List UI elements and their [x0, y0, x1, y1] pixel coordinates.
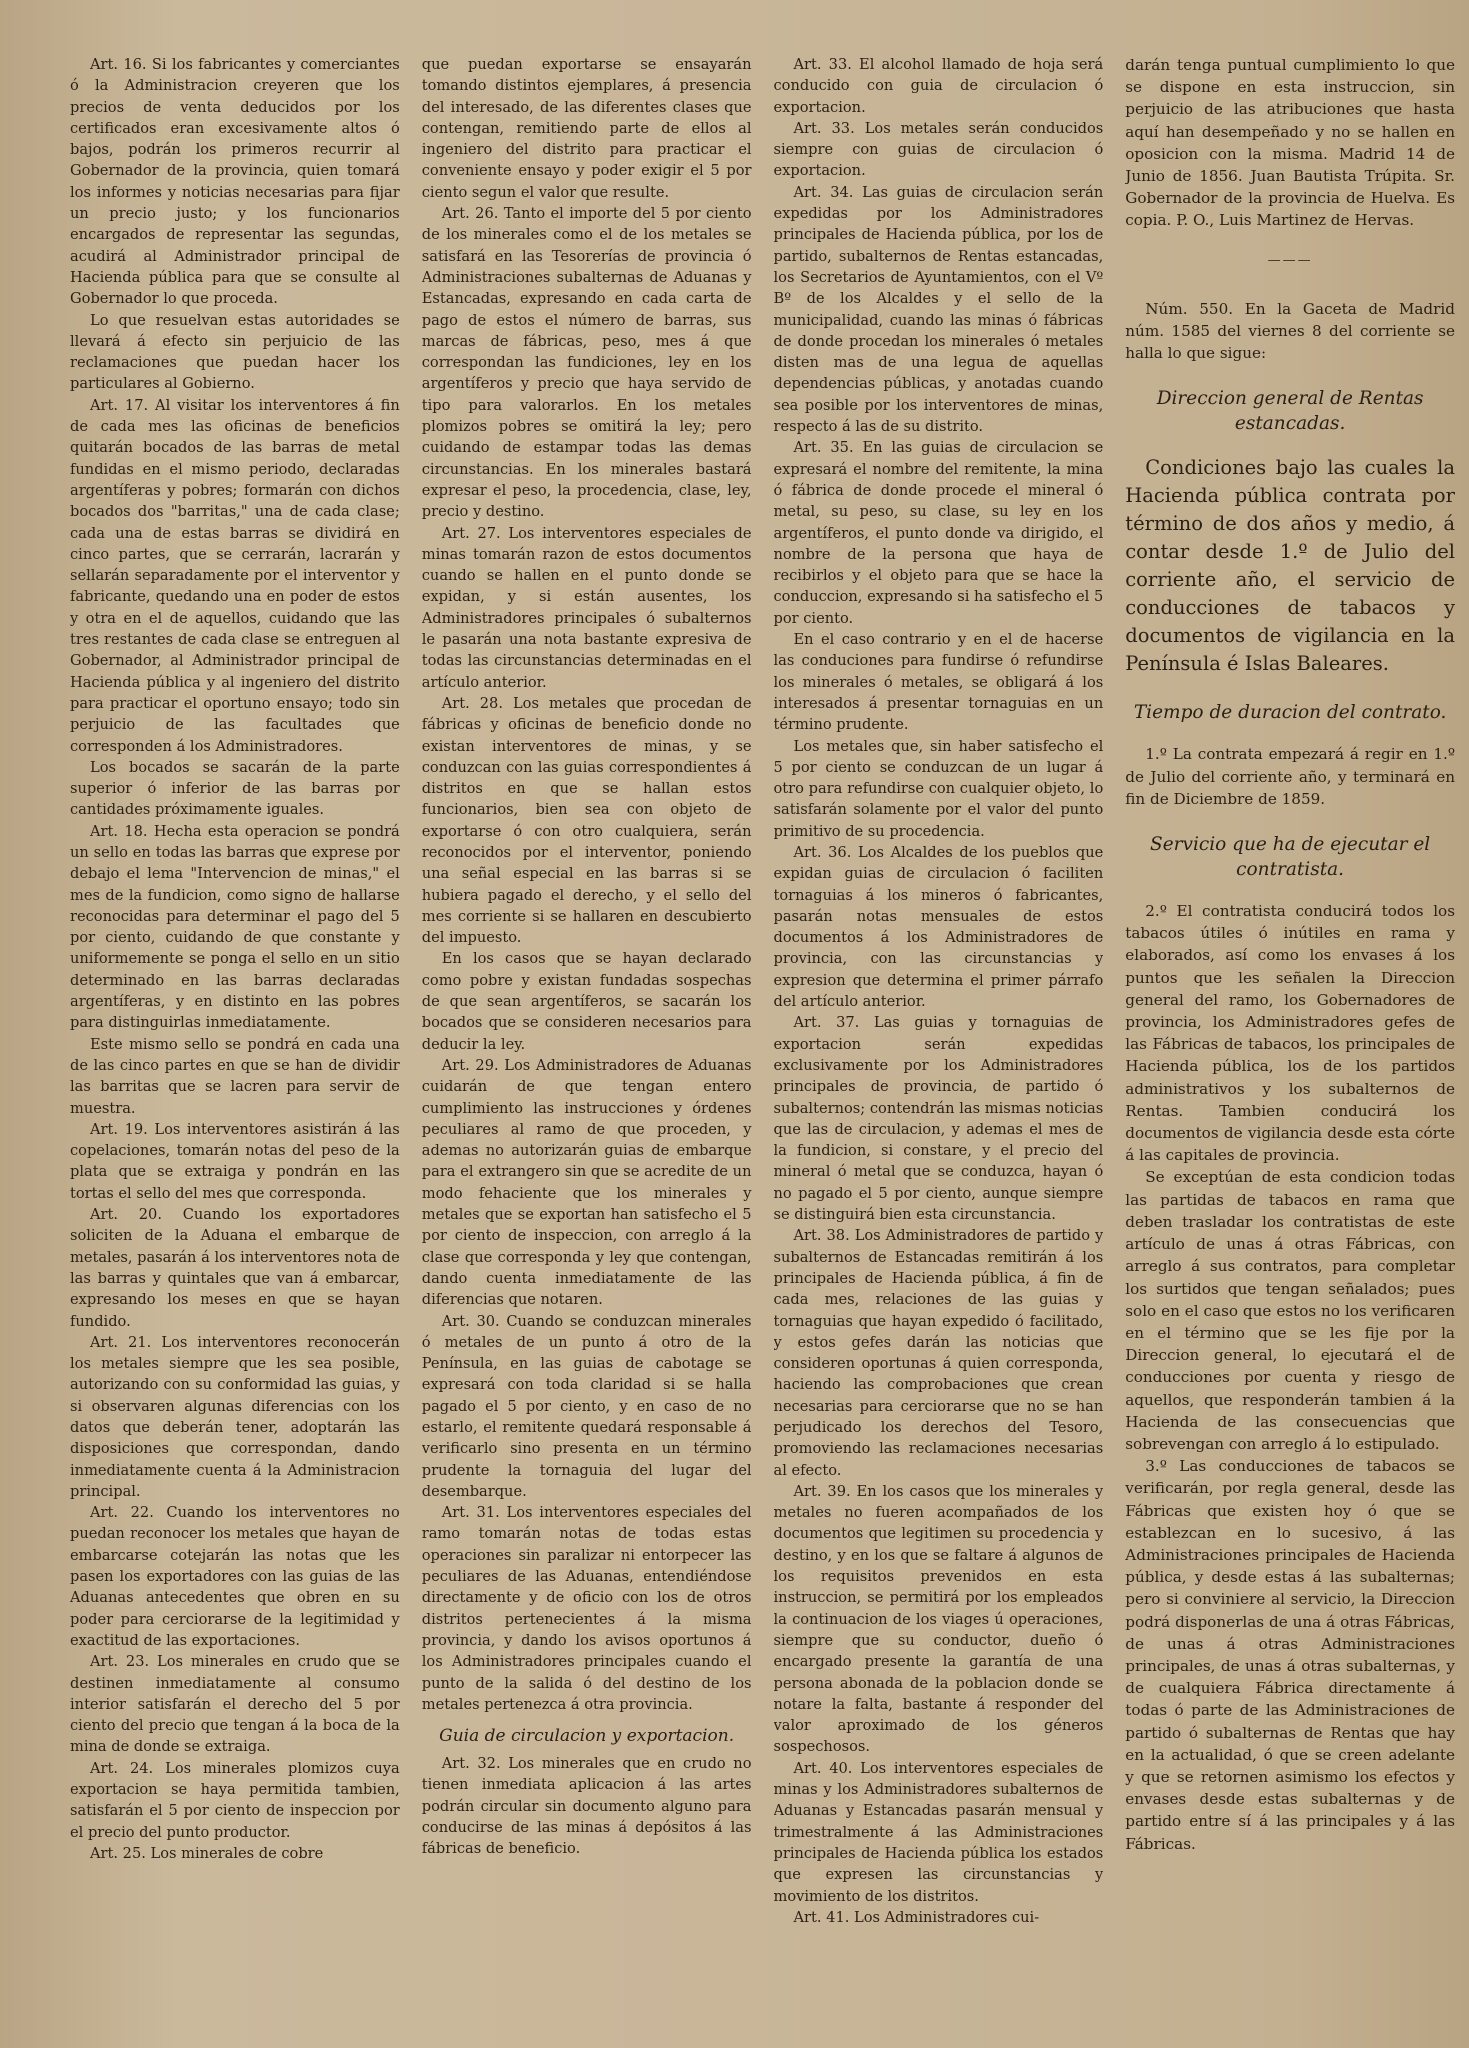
paragraph: Art. 18. Hecha esta operacion se pondrá un sello en todas las barras que exprese por debajo el lema "Intervencion de minas," el mes de la fundicion, como signo de hallarse reconocidas para determinar el pago del 5 por ciento, cuidando de que constante y uniformemente se ponga el sello en un sitio determinado en las barras declaradas argentíferas, y en distinto en las pobres para distinguirlas inmediatamente. [70, 822, 400, 1032]
paragraph: Art. 17. Al visitar los interventores á fin de cada mes las oficinas de beneficios quitarán bocados de las barras de metal fundidas en el mismo periodo, declaradas argentíferas y pobres; formarán con dichos bocados dos "barritas," una de cada clase; cada una de estas barras se dividirá en cinco partes, que se cerrarán, lacrarán y sellarán separadamente por el interventor y fabricante, quedando una en poder de estos y otra en el de aquellos, cuidando que las tres restantes de cada clase se entreguen al Gobernador, al Administrador principal de Hacienda pública y al ingeniero del distrito para practicar el oportuno ensayo; todo sin perjuicio de las facultades que corresponden á los Administradores. [70, 396, 400, 755]
paragraph: 3.º Las conducciones de tabacos se verificarán, por regla general, desde las Fábricas que existen hoy ó que se establezcan en lo sucesivo, á las Administraciones principales de Hacienda pública, y desde estas á las subalternas; pero si conviniere al servicio, la Direccion podrá disponerlas de una á otras Fábricas, de unas á otras Administraciones principales, de unas á otras subalternas, y de cualquiera Fábrica directamente á todas ó parte de las Administraciones de partido ó subalternas de Rentas que hay en la actualidad, ó que se creen adelante y que se retornen asimismo los efectos y envases desde estas subalternas y de partido entre sí á las principales y á las Fábricas. [1125, 1457, 1455, 1853]
paragraph: Art. 22. Cuando los interventores no puedan reconocer los metales que hayan de embarcarse cotejarán las notas que les pasen los exportadores con las guias de las Aduanas antecedentes que obren en su poder para cerciorarse de la legitimidad y exactitud de las exportaciones. [70, 1504, 400, 1649]
paragraph: Art. 26. Tanto el importe del 5 por ciento de los minerales como el de los metales se satisfará en las Tesorerías de provincia ó Administraciones subalternas de Aduanas y Estancadas, expresando en cada carta de pago de estos el número de barras, sus marcas de fábricas, peso, mes á que correspondan las fundiciones, ley en los argentíferos y precio que haya servido de tipo para valorarlos. En los metales plomizos pobres se omitirá la ley; pero cuidando de estampar todas las demas circunstancias. En los minerales bastará expresar el peso, la procedencia, clase, ley, precio y destino. [421, 205, 752, 521]
paragraph: Art. 32. Los minerales que en crudo no tienen inmediata aplicacion á las artes podrán circular sin documento alguno para conducirse de las minas á depósitos á las fábricas de beneficio. [421, 1755, 752, 1858]
paragraph: Art. 31. Los interventores especiales del ramo tomarán notas de todas estas operaciones sin paralizar ni entorpecer las peculiares de las Aduanas, entendiéndose directamente y de oficio con los de otros distritos pertenecientes á la misma provincia, y dando los avisos oportunos á los Administradores principales cuando el punto de la salida ó del destino de los metales pertenezca á otra provincia. [421, 1504, 752, 1713]
column-2-articles-a [422, 54, 752, 1715]
text-columns [70, 54, 1455, 2048]
paragraph: Art. 25. Los minerales de cobre [90, 1844, 324, 1862]
paragraph: Art. 40. Los interventores especiales de minas y los Administradores subalternos de Aduanas y Estancadas pasarán mensual y trimestralmente á las Administraciones principales de Hacienda pública los estados que expresen las circunstancias y movimiento de los distritos. [773, 1759, 1104, 1905]
paragraph: Art. 19. Los interventores asistirán á las copelaciones, tomarán notas del peso de la plata que se extraiga y pondrán en las tortas el sello del mes que corresponda. [70, 1120, 400, 1202]
paragraph: Art. 41. Los Administradores cui- [793, 1908, 1040, 1926]
paragraph: Art. 30. Cuando se conduzcan minerales ó metales de un punto á otro de la Península, en las guias de cabotage se expresará con toda claridad si se halla pagado el 5 por ciento, y en caso de no estarlo, el remitente quedará responsable á verificarlo sino presenta en un término prudente la tornaguia del lugar del desembarque. [421, 1312, 752, 1500]
paragraph: Los bocados se sacarán de la parte superior ó inferior de las barras por cantidades próximamente iguales. [70, 758, 400, 819]
paragraph: Art. 38. Los Administradores de partido y subalternos de Estancadas remitirán á los principales de Hacienda pública, á fin de cada mes, relaciones de las guias y tornaguias que hayan expedido ó facilitado, y estos gefes darán las noticias que consideren oportunas á quien corresponda, haciendo las comprobaciones que crean necesarias para cerciorarse que no se han perjudicado los derechos del Tesoro, promoviendo las reclamaciones necesarias al efecto. [773, 1227, 1104, 1479]
separator-rule: ——— [1267, 252, 1313, 268]
section-heading-guia: Guia de circulacion y exportacion. [439, 1726, 735, 1747]
paragraph: Art. 39. En los casos que los minerales y metales no fueren acompañados de los documentos que legitimen su procedencia y destino, y en los que se faltare á algunos de los requisitos prevenidos en esta instruccion, se permitirá por los empleados la continuacion de los viages ú operaciones, siempre que su conductor, dueño ó encargado presente la garantía de una persona abonada de la poblacion donde se notare la falta, bastante á responder del valor aproximado de los géneros sospechosos. [773, 1482, 1104, 1756]
paragraph: Art. 21. Los interventores reconocerán los metales siempre que les sea posible, autorizando con su conformidad las guias, y si observaren algunas diferencias con los datos que deberán tener, adoptarán las disposiciones que correspondan, dando inmediatamente cuenta á la Administracion principal. [70, 1333, 400, 1500]
paragraph: Art. 37. Las guias y tornaguias de exportacion serán expedidas exclusivamente por los Administradores principales de provincia, de partido ó subalternos; contendrán las mismas noticias que las de circulacion, y ademas el mes de la fundicion, si constare, y el precio del mineral ó metal que se conduzca, hayan ó no pagado el 5 por ciento, aunque siempre se distinguirá bien esta circunstancia. [773, 1014, 1104, 1224]
closing-paragraph: darán tenga puntual cumplimiento lo que se dispone en esta instruccion, sin perjuicio de las atribuciones que hasta aquí han desempeñado y no se hallen en oposicion con la misma. Madrid 14 de Junio de 1856. Juan Bautista Trúpita. Sr. Gobernador de la provincia de Huelva. Es copia. P. O., Luis Martinez de Hervas. [1125, 56, 1455, 230]
paragraph: Art. 28. Los metales que procedan de fábricas y oficinas de beneficio donde no existan interventores de minas, y se conduzcan con las guias correspondientes á distritos en que se hallan estos funcionarios, bien sea con objeto de exportarse ó con otro cualquiera, serán reconocidos por el interventor, poniendo una señal especial en las barras si se hubiera pagado el derecho, y el sello del mes corriente si se hallaren en descubierto del impuesto. [421, 694, 752, 947]
column-2 [422, 54, 752, 2048]
paragraph: Art. 36. Los Alcaldes de los pueblos que expidan guias de circulacion ó faciliten tornaguias á los mineros ó fabricantes, pasarán notas mensuales de estos documentos á los Administradores de provincia, con las circunstancias y expresion que determina el primer párrafo del artículo anterior. [773, 843, 1104, 1011]
paragraph: 2.º El contratista conducirá todos los tabacos útiles ó inútiles en rama y elaborados, así como los envases á los puntos que les señalen la Direccion general del ramo, los Gobernadores de provincia, los Administradores gefes de las Fábricas de tabacos, los principales de Hacienda pública, los de los partidos administrativos y los subalternos de Rentas. Tambien conducirá los documentos de vigilancia desde esta córte á las capitales de provincia. [1125, 902, 1455, 1165]
column-4 [1125, 54, 1455, 2048]
paragraph: Art. 33. Los metales serán conducidos siempre con guias de circulacion ó exportacion. [773, 119, 1104, 180]
paragraph: Art. 23. Los minerales en crudo que se destinen inmediatamente al consumo interior satisfarán el derecho del 5 por ciento del precio que tengan á la boca de la mina de donde se extraiga. [70, 1653, 400, 1756]
gazette-notice: Núm. 550. En la Gaceta de Madrid núm. 1585 del viernes 8 del corriente se halla lo que sigue: [1125, 299, 1455, 363]
column-1 [70, 54, 400, 2048]
paragraph: Art. 20. Cuando los exportadores soliciten de la Aduana el embarque de metales, pasarán á los interventores nota de las barras y quintales que van á embarcar, expresando los meses en que se hayan fundido. [70, 1206, 400, 1330]
paragraph: que puedan exportarse se ensayarán tomando distintos ejemplares, á presencia del interesado, de las diferentes clases que contengan, remitiendo parte de ellos al ingeniero del distrito para practicar el conveniente ensayo y poder exigir el 5 por ciento segun el valor que resulte. [421, 56, 752, 201]
column-3 [774, 54, 1104, 2048]
heading-direccion: Direccion general de Rentas estancadas. [1156, 388, 1424, 435]
heading-tiempo: Tiempo de duracion del contrato. [1133, 702, 1447, 724]
condition-1: 1.º La contrata empezará á regir en 1.º de Julio del corriente año, y terminará en fin de Diciembre de 1859. [1125, 745, 1455, 808]
conditions-rest [1125, 900, 1455, 1855]
paragraph: Art. 33. El alcohol llamado de hoja será conducido con guia de circulacion ó exportacion. [773, 56, 1104, 116]
paragraph: Art. 27. Los interventores especiales de minas tomarán razon de estos documentos cuando se hallen en el punto donde se expidan, y si están ausentes, los Administradores principales ó subalternos le pasarán una nota bastante expresiva de todas las circunstancias determinadas en el artículo anterior. [421, 524, 752, 691]
paragraph: Los metales que, sin haber satisfecho el 5 por ciento se conduzcan de un lugar á otro para refundirse con cualquier objeto, lo satisfarán solamente por el valor del punto primitivo de su procedencia. [773, 737, 1104, 840]
paragraph: Art. 29. Los Administradores de Aduanas cuidarán de que tengan entero cumplimiento las instrucciones y órdenes peculiares al ramo de que proceden, y ademas no autorizarán guias de embarque para el extrangero sin que se acredite de un modo fehaciente que los minerales y metales que se exportan han satisfecho el 5 por ciento de inspeccion, con arreglo á la clase que corresponda y ley que contengan, dando cuenta inmediatamente de las diferencias que notaren. [421, 1056, 752, 1309]
paragraph: Art. 34. Las guias de circulacion serán expedidas por los Administradores principales de Hacienda pública, por los de partido, subalternos de Rentas estancadas, los Secretarios de Ayuntamientos, con el Vº Bº de los Alcaldes y el sello de la municipalidad, cuando las minas ó fábricas de donde procedan los minerales ó metales disten mas de una legua de aquellas dependencias públicas, y anotadas cuando sea posible por los interventores de minas, respecto á las de su distrito. [773, 183, 1104, 436]
column-2-articles-b [422, 1753, 752, 1859]
conditions-title: Condiciones bajo las cuales la Hacienda pública contrata por término de dos años y medio, á contar desde 1.º de Julio del corriente año, el servicio de conducciones de tabacos y documentos de vigilancia en la Península é Islas Baleares. [1125, 456, 1455, 676]
paragraph: Art. 24. Los minerales plomizos cuya exportacion se haya permitida tambien, satisfarán el 5 por ciento de inspeccion por el precio del punto productor. [70, 1759, 400, 1841]
paragraph: Art. 16. Si los fabricantes y comerciantes ó la Administracion creyeren que los precios de venta deducidos por los certificados eran excesivamente altos ó bajos, podrán los primeros recurrir al Gobernador de la provincia, quien tomará los informes y noticias necesarias para fijar un precio justo; y los funcionarios encargados de representar las segundas, acudirá al Administrador principal de Hacienda pública para que se consulte al Gobernador lo que proceda. [70, 56, 400, 308]
paragraph: En el caso contrario y en el de hacerse las conduciones para fundirse ó refundirse los minerales ó metales, se obligará á los interesados á presentar tornaguias en un término prudente. [773, 631, 1104, 734]
paragraph: Se exceptúan de esta condicion todas las partidas de tabacos en rama que deben trasladar los contratistas de este artículo de unas á otras Fábricas, con arreglo á sus contratos, para completar los surtidos que tengan señalados; pues solo en el caso que estos no los verificaren en el término que se les fije por la Direccion general, lo ejecutará el de conducciones por cuenta y riesgo de aquellos, que responderán tambien á la Hacienda de las consecuencias que sobrevengan con arreglo á lo estipulado. [1125, 1168, 1455, 1453]
paragraph: Este mismo sello se pondrá en cada una de las cinco partes en que se han de dividir las barritas que se lacren para servir de muestra. [70, 1035, 400, 1117]
heading-servicio: Servicio que ha de ejecutar el contratista. [1150, 834, 1431, 881]
paragraph: Art. 35. En las guias de circulacion se expresará el nombre del remitente, la mina ó fábrica de donde procede el mineral ó metal, su peso, su clase, su ley en los argentíferos, el punto donde va dirigido, el nombre de la persona que haya de recibirlos y el objeto para que se hace la conduccion, expresando si ha satisfecho el 5 por ciento. [773, 439, 1104, 627]
paragraph: En los casos que se hayan declarado como pobre y existan fundadas sospechas de que sean argentíferos, se sacarán los bocados que se consideren necesarios para deducir la ley. [421, 950, 752, 1053]
paragraph: Lo que resuelvan estas autoridades se llevará á efecto sin perjuicio de las reclamaciones que puedan hacer los particulares al Gobierno. [70, 311, 400, 393]
